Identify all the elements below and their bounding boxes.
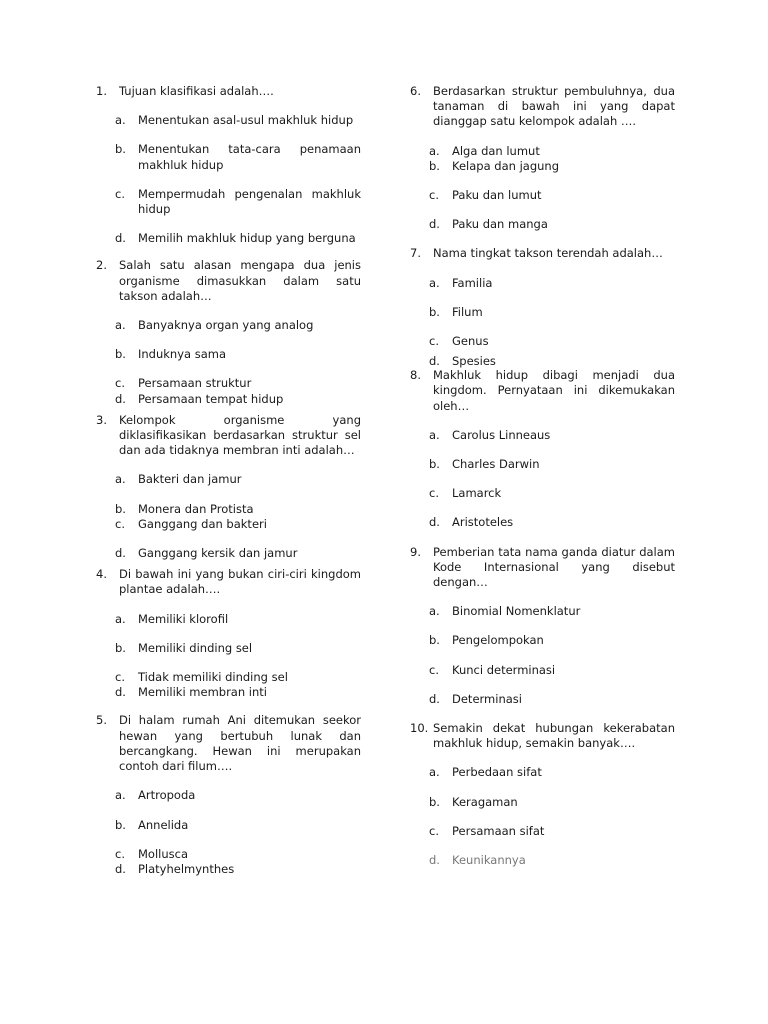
option-text: Pengelompokan (452, 633, 544, 648)
option-letter: a. (429, 427, 440, 442)
question-number: 1. (96, 84, 107, 98)
question-text: Pemberian tata nama ganda diatur dalam Kode Internasional yang disebut dengan… (433, 544, 675, 590)
option-letter: a. (115, 611, 126, 626)
option-text: Memilih makhluk hidup yang berguna (138, 231, 356, 246)
question-text: Makhluk hidup dibagi menjadi dua kingdom. Pernyataan ini dikemukakan oleh… (433, 368, 675, 413)
option-7a[interactable] (410, 276, 675, 291)
question-text: Semakin dekat hubungan kekerabatan makhluk hidup, semakin banyak…. (433, 721, 675, 751)
option-letter: c. (115, 516, 125, 531)
option-9c[interactable] (410, 663, 675, 678)
option-text: Determinasi (452, 691, 522, 706)
option-text: Binomial Nomenklatur (452, 604, 581, 619)
option-2d[interactable] (96, 392, 361, 407)
option-4b[interactable] (96, 641, 361, 656)
option-letter: d. (115, 685, 126, 700)
option-6d[interactable] (410, 217, 675, 232)
option-letter: a. (429, 765, 440, 780)
option-text: Induknya sama (138, 347, 227, 362)
option-2a[interactable] (96, 318, 361, 333)
option-text: Platyhelmynthes (138, 861, 235, 876)
option-text: Memiliki membran inti (138, 685, 267, 700)
option-letter: a. (115, 472, 126, 487)
option-text: Aristoteles (452, 515, 514, 530)
option-4d[interactable] (96, 685, 361, 700)
option-9b[interactable] (410, 633, 675, 648)
option-6a[interactable] (410, 144, 675, 159)
option-letter: d. (115, 231, 126, 246)
left-column (96, 84, 361, 877)
option-text: Lamarck (452, 486, 502, 501)
option-letter: d. (115, 391, 126, 406)
option-letter: a. (429, 275, 440, 290)
option-letter: c. (115, 376, 125, 391)
question-number: 7. (410, 246, 421, 261)
option-3c[interactable] (96, 517, 361, 532)
option-1b[interactable] (96, 142, 361, 172)
question-number: 9. (410, 544, 421, 559)
option-1a[interactable] (96, 113, 361, 128)
question-3 (96, 413, 361, 459)
option-3b[interactable] (96, 502, 361, 517)
right-column (410, 84, 675, 868)
option-9d[interactable] (410, 692, 675, 707)
option-5d[interactable] (96, 862, 361, 877)
option-text: Bakteri dan jamur (138, 472, 242, 487)
option-letter: c. (429, 188, 439, 203)
option-letter: a. (115, 113, 126, 128)
option-text: Memiliki klorofil (138, 611, 229, 626)
option-text: Kunci determinasi (452, 662, 556, 677)
option-letter: c. (429, 823, 439, 838)
option-6b[interactable] (410, 159, 675, 174)
option-letter: d. (115, 546, 126, 561)
option-5c[interactable] (96, 847, 361, 862)
question-10 (410, 721, 675, 751)
option-text: Banyaknya organ yang analog (138, 318, 314, 333)
option-text: Menentukan tata-cara penamaan makhluk hidup (138, 142, 361, 172)
option-letter: d. (429, 691, 440, 706)
option-letter: d. (429, 853, 440, 868)
question-text: Di halam rumah Ani ditemukan seekor hewan yang bertubuh lunak dan bercangkang. Hewan ini merupakan contoh dari filum…. (119, 713, 361, 774)
option-7d[interactable] (410, 355, 675, 368)
option-text: Persamaan sifat (452, 823, 545, 838)
question-text: Di bawah ini yang bukan ciri-ciri kingdom plantae adalah…. (119, 567, 361, 597)
question-number: 6. (410, 84, 421, 98)
question-number: 3. (96, 412, 107, 427)
option-text: Persamaan tempat hidup (138, 391, 284, 406)
option-letter: a. (429, 604, 440, 619)
option-letter: a. (115, 788, 126, 803)
option-text: Memiliki dinding sel (138, 640, 253, 655)
options-7 (410, 276, 675, 369)
option-10a[interactable] (410, 765, 675, 780)
question-number: 8. (410, 368, 421, 383)
question-text: Kelompok organisme yang diklasifikasikan berdasarkan struktur sel dan ada tidaknya membran inti adalah… (119, 412, 361, 458)
option-text: Ganggang dan bakteri (138, 516, 267, 531)
option-text: Paku dan manga (452, 217, 548, 232)
question-text: Berdasarkan struktur pembuluhnya, dua tanaman di bawah ini yang dapat dianggap satu kelompok adalah …. (433, 84, 675, 129)
question-6 (410, 84, 675, 130)
option-text: Genus (452, 334, 489, 349)
question-5 (96, 713, 361, 774)
options-4 (96, 612, 361, 701)
option-5a[interactable] (96, 788, 361, 803)
option-10d[interactable] (410, 853, 675, 868)
option-letter: d. (115, 861, 126, 876)
option-text: Perbedaan sifat (452, 765, 542, 780)
option-text: Kelapa dan jagung (452, 158, 559, 173)
option-letter: b. (115, 640, 126, 655)
option-8a[interactable] (410, 428, 675, 443)
option-letter: b. (115, 142, 126, 157)
option-8b[interactable] (410, 457, 675, 472)
option-letter: b. (115, 347, 126, 362)
option-10c[interactable] (410, 824, 675, 839)
question-1 (96, 84, 361, 99)
option-text: Menentukan asal-usul makhluk hidup (138, 113, 354, 128)
option-8d[interactable] (410, 515, 675, 530)
option-text: Monera dan Protista (138, 501, 254, 516)
option-letter: a. (429, 143, 440, 158)
option-text: Familia (452, 275, 493, 290)
options-6 (410, 144, 675, 233)
option-text: Ganggang kersik dan jamur (138, 546, 298, 561)
option-letter: b. (429, 794, 440, 809)
question-number: 10. (410, 721, 429, 736)
option-letter: c. (115, 186, 125, 201)
option-letter: d. (429, 217, 440, 232)
question-8 (410, 368, 675, 414)
options-5 (96, 788, 361, 877)
option-4a[interactable] (96, 612, 361, 627)
options-8 (410, 428, 675, 531)
option-text: Persamaan struktur (138, 376, 252, 391)
options-3 (96, 472, 361, 561)
option-7b[interactable] (410, 305, 675, 320)
option-letter: a. (115, 318, 126, 333)
option-5b[interactable] (96, 818, 361, 833)
options-1 (96, 113, 361, 246)
option-3a[interactable] (96, 472, 361, 487)
option-3d[interactable] (96, 546, 361, 561)
question-9 (410, 545, 675, 591)
option-letter: b. (429, 304, 440, 319)
options-2 (96, 318, 361, 407)
option-text: Keunikannya (452, 853, 526, 868)
option-letter: b. (429, 158, 440, 173)
option-text: Carolus Linneaus (452, 427, 551, 442)
option-letter: c. (429, 486, 439, 501)
option-letter: b. (115, 817, 126, 832)
option-text: Keragaman (452, 794, 518, 809)
option-text: Spesies (452, 354, 496, 369)
option-letter: b. (429, 633, 440, 648)
option-letter: c. (429, 662, 439, 677)
option-text: Mempermudah pengenalan makhluk hidup (138, 186, 361, 217)
option-10b[interactable] (410, 795, 675, 810)
option-text: Artropoda (138, 788, 196, 803)
question-number: 5. (96, 713, 107, 728)
option-letter: b. (429, 457, 440, 472)
option-1d[interactable] (96, 231, 361, 246)
option-8c[interactable] (410, 486, 675, 501)
question-text: Tujuan klasifikasi adalah…. (119, 84, 274, 98)
question-2 (96, 258, 361, 304)
question-number: 4. (96, 567, 107, 582)
option-letter: c. (429, 334, 439, 349)
option-6c[interactable] (410, 188, 675, 203)
option-letter: c. (115, 846, 125, 861)
option-text: Annelida (138, 817, 189, 832)
option-text: Tidak memiliki dinding sel (138, 670, 288, 685)
option-4c[interactable] (96, 670, 361, 685)
option-7c[interactable] (410, 334, 675, 349)
option-text: Mollusca (138, 846, 188, 861)
option-letter: b. (115, 501, 126, 516)
option-text: Alga dan lumut (452, 143, 540, 158)
question-7 (410, 246, 675, 261)
option-9a[interactable] (410, 604, 675, 619)
options-10 (410, 765, 675, 868)
question-4 (96, 567, 361, 597)
question-text: Nama tingkat takson terendah adalah… (433, 246, 663, 261)
option-letter: d. (429, 354, 440, 369)
option-2b[interactable] (96, 347, 361, 362)
option-letter: c. (115, 670, 125, 685)
option-text: Charles Darwin (452, 457, 540, 472)
question-text: Salah satu alasan mengapa dua jenis organisme dimasukkan dalam satu takson adalah… (119, 258, 361, 303)
option-1c[interactable] (96, 187, 361, 217)
option-text: Filum (452, 304, 483, 319)
option-2c[interactable] (96, 376, 361, 391)
option-text: Paku dan lumut (452, 188, 542, 203)
options-9 (410, 604, 675, 707)
option-letter: d. (429, 515, 440, 530)
question-number: 2. (96, 258, 107, 273)
